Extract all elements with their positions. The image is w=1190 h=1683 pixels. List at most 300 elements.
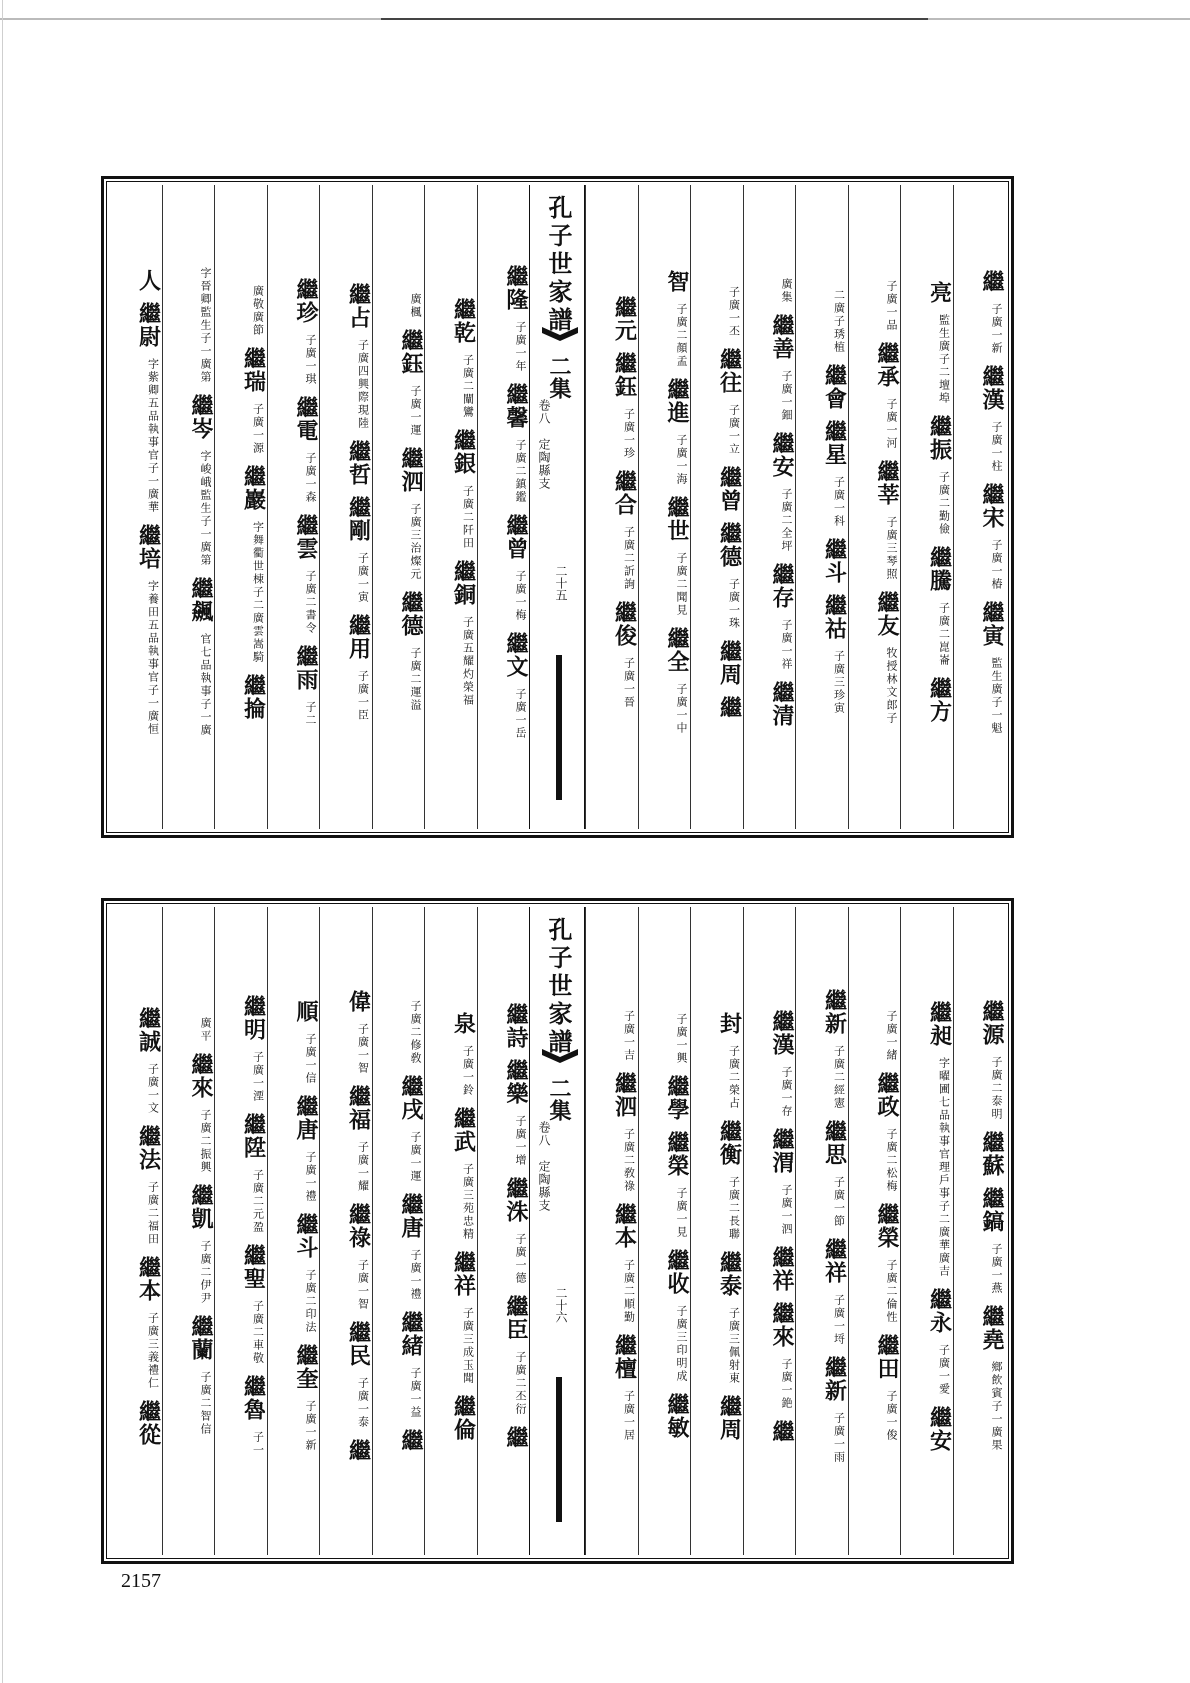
person-name: 繼聖 [240,1244,267,1290]
person-name: 繼陞 [240,1113,267,1159]
person-name: 繼緒 [398,1311,424,1357]
person-name: 繼元 [611,295,638,342]
person-name: 繼電 [293,395,319,442]
lineage-note: 子廣二訢詢 [622,525,636,591]
person-name: 繼蘇 [979,1131,1005,1177]
person-name: 繼 [398,1429,424,1452]
lineage-note: 子廣三琴照 [885,515,898,581]
lineage-note: 子廣二車敬 [251,1300,265,1365]
column-text [796,289,848,725]
person-name: 繼凱 [188,1183,214,1230]
person-name: 繼尉 [135,301,162,348]
person-name: 繼 [345,1439,372,1462]
person-name: 繼騰 [926,546,953,592]
person-name: 繼斗 [821,538,848,584]
lineage-note: 子廣三治燦元 [409,502,422,581]
person-name: 繼民 [345,1321,372,1367]
column-text [215,285,267,730]
person-name: 繼敏 [664,1393,690,1439]
person-name: 繼政 [874,1072,900,1118]
person-name: 繼倫 [450,1394,477,1441]
lineage-note: 子廣一運 [409,1131,422,1183]
column-text [373,293,425,722]
person-name: 繼瑞 [240,346,267,393]
lineage-note: 子廣一雨 [832,1411,846,1464]
person-name: 繼文 [503,631,529,678]
lineage-note: 子廣一丕 [727,285,741,338]
lineage-note: 子廣二闡鸞 [461,353,475,419]
person-name: 繼本 [135,1255,162,1302]
column-text [954,270,1006,745]
lineage-note: 子廣一年 [514,320,527,373]
genealogy-column [743,907,796,1555]
person-name: 繼本 [611,1203,638,1249]
person-name: 繼思 [821,1119,848,1166]
lineage-note: 子廣一泰 [356,1377,370,1429]
lineage-note: 廣集 [780,277,793,304]
person-name: 繼曾 [503,513,529,560]
lineage-note: 子廣一岳 [514,687,527,740]
person-name: 繼田 [874,1334,900,1380]
genealogy-column [477,907,530,1555]
person-name: 繼堯 [979,1305,1005,1351]
genealogy-column [372,185,425,829]
lineage-note: 子廣三成玉聞 [461,1306,475,1385]
person-name: 繼蘭 [188,1314,214,1361]
person-name: 繼榮 [874,1203,900,1249]
lineage-note: 二廣子琇植 [832,289,846,354]
lineage-note: 子廣一立 [727,403,741,456]
person-name: 繼俊 [611,600,638,647]
lineage-note: 子廣一燕 [990,1243,1003,1295]
lineage-note: 字曜圃七品執事官理戶事子二廣華廣吉 [937,1056,951,1278]
lineage-note: 子廣二印法 [304,1269,317,1334]
lineage-note: 子廣一鈴 [461,1044,475,1097]
person-name: 繼清 [769,680,795,727]
column-text [478,265,530,750]
person-name: 智 [664,269,690,293]
lineage-note: 字舞衢世棟子二廣雲嵩騎 [251,520,265,664]
lineage-note: 子廣一緒 [885,1010,898,1062]
lineage-note: 子廣二勤儉 [937,471,951,536]
genealogy-panel-bottom [101,898,1014,1564]
person-name: 繼隆 [503,264,529,311]
genealogy-column [214,907,267,1555]
lineage-note: 子廣一湮 [251,1051,265,1103]
column-text [110,269,162,746]
person-name: 繼洙 [503,1177,529,1223]
lineage-note: 子廣一河 [885,397,898,450]
lineage-note: 監生廣子一魁 [990,656,1003,735]
lineage-note: 子廣一愛 [937,1343,951,1396]
lineage-note: 子廣一祥 [780,618,793,671]
genealogy-column [319,185,372,829]
lineage-note: 子廣三苑忠精 [461,1162,475,1241]
lineage-note: 子廣二崑崙 [937,602,951,667]
column-text [215,995,267,1467]
panel-columns [110,907,1005,1555]
genealogy-column [214,185,267,829]
collection-label: 二集 [546,355,572,399]
genealogy-column [110,907,162,1555]
lineage-note: 子廣一新 [990,302,1003,355]
column-text [110,1007,162,1456]
person-name: 繼哲 [345,439,372,486]
spine-bar [556,1377,562,1522]
person-name: 繼渭 [769,1127,795,1174]
person-name: 繼從 [135,1399,162,1446]
column-text [639,270,691,745]
column-text [954,1000,1006,1462]
genealogy-column [795,907,848,1555]
lineage-note: 子廣一吉 [622,1010,636,1062]
book-title: 孔子世家譜 [544,917,573,1057]
genealogy-column [267,907,320,1555]
genealogy-column [319,907,372,1555]
lineage-note: 子廣一中 [675,682,688,735]
spine-bar [556,655,562,800]
person-name: 繼雨 [293,644,319,691]
person-name: 亮 [926,281,953,304]
lineage-note: 子廣二鎮鑑 [514,438,527,504]
lineage-note: 子廣一海 [675,433,688,486]
person-name: 繼珍 [293,277,319,324]
lineage-note: 子廣一珠 [727,577,741,630]
genealogy-column [267,185,320,829]
lineage-note: 子廣二敎祿 [622,1128,636,1193]
lineage-note: 子廣一興 [675,1013,688,1065]
lineage-note: 子廣一智 [356,1023,370,1075]
lineage-note: 子廣二全坪 [780,487,793,553]
lineage-note: 子廣五耀灼榮福 [461,615,475,707]
lineage-note: 廣平 [199,1016,212,1043]
person-name: 繼祥 [450,1250,477,1297]
person-name: 繼承 [874,341,900,388]
person-name: 繼銀 [450,428,477,475]
person-name: 繼來 [769,1301,795,1348]
person-name: 繼泗 [611,1072,638,1118]
lineage-note: 字峻峨監生子一廣第 [199,450,212,567]
person-name: 繼宋 [979,482,1005,529]
lineage-note: 子廣二丕衍 [514,1351,527,1416]
column-text [586,296,638,719]
lineage-note: 子廣一柱 [990,420,1003,473]
column-text [586,1010,638,1452]
lineage-note: 子廣二元盈 [251,1169,265,1234]
person-name: 繼巖 [240,464,267,511]
lineage-note: 子廣二書令 [304,569,317,635]
person-name: 繼來 [188,1052,214,1099]
person-name: 繼曾 [716,465,743,512]
lineage-note: 子廣一運 [409,384,422,437]
genealogy-column [848,185,901,829]
lineage-note: 廣敬廣節 [251,284,265,337]
lineage-note: 子廣一文 [146,1062,160,1115]
person-name: 繼收 [664,1249,690,1295]
person-name: 繼檀 [611,1334,638,1380]
lineage-note: 子廣一珍 [622,407,636,460]
lineage-note: 子一 [251,1431,265,1457]
person-name: 繼新 [821,1355,848,1402]
person-name: 繼祜 [821,594,848,640]
genealogy-column [743,185,796,829]
column-text [373,1000,425,1462]
person-name: 繼存 [769,562,795,609]
person-name: 繼祥 [769,1245,795,1292]
lineage-note: 子廣三珍寅 [832,650,846,715]
genealogy-column [900,907,953,1555]
lineage-note: 子廣一居 [622,1390,636,1442]
person-name: 繼奎 [293,1344,319,1390]
person-name: 繼鎬 [979,1187,1005,1233]
person-name: 人 [135,268,162,292]
lineage-note: 子廣一俊 [885,1390,898,1442]
lineage-note: 子廣一信 [304,1033,317,1085]
person-name: 繼泗 [398,446,424,493]
person-name: 繼學 [664,1075,690,1121]
lineage-note: 子廣一智 [356,1259,370,1311]
person-name: 繼周 [716,639,743,686]
volume-label: 卷八 定陶縣支 [537,1121,551,1212]
person-name: 繼德 [716,521,743,568]
lineage-note: 子廣一禮 [304,1151,317,1203]
genealogy-column [477,185,530,829]
person-name: 繼新 [821,988,848,1035]
page-left-rule [2,0,3,1683]
genealogy-column [372,907,425,1555]
person-name: 繼安 [769,431,795,478]
lineage-note: 子廣四興際現陸 [356,338,370,430]
genealogy-column [585,185,638,829]
genealogy-column [690,185,743,829]
person-name: 繼泰 [716,1250,743,1297]
person-name: 繼 [769,1419,795,1443]
book-title: 孔子世家譜 [544,195,573,335]
lineage-note: 官七品執事子一廣 [199,633,212,737]
person-name: 繼往 [716,347,743,394]
person-name: 繼唐 [293,1095,319,1141]
genealogy-column [638,185,691,829]
column-text [268,1000,320,1462]
lineage-note: 子廣一晉 [622,656,636,709]
person-name: 繼鈺 [611,351,638,398]
person-name: 繼鈺 [398,328,424,375]
person-name: 繼源 [979,1000,1005,1046]
person-name: 順 [293,1000,319,1023]
genealogy-column [953,185,1006,829]
lineage-note: 子廣一森 [304,451,317,504]
lineage-note: 子廣二阡田 [461,484,475,550]
person-name: 繼星 [821,420,848,466]
lineage-note: 子廣一椿 [990,538,1003,591]
person-name: 繼德 [398,590,424,637]
person-name: 繼安 [926,1405,953,1452]
lineage-note: 子廣二福田 [146,1180,160,1246]
person-name: 繼飆 [188,577,214,623]
center-spine [529,185,585,829]
person-name: 繼會 [821,364,848,410]
person-name: 繼馨 [503,382,529,429]
person-name: 偉 [345,990,372,1013]
folio-number: 二十六 [554,1287,568,1323]
column-text [691,1012,743,1451]
lineage-note: 子廣二修敎 [409,1000,422,1065]
lineage-note: 監生廣子二壇埠 [937,314,951,405]
person-name: 繼戌 [398,1075,424,1121]
person-name: 繼振 [926,415,953,461]
person-name: 繼 [716,695,743,719]
lineage-note: 子廣三義禮仁 [146,1311,160,1390]
lineage-note: 子廣一寅 [356,551,370,604]
person-name: 繼榮 [664,1131,690,1177]
person-name: 封 [716,1011,743,1035]
lineage-note: 子廣一科 [832,476,846,528]
person-name: 繼寅 [979,600,1005,647]
lineage-note: 子廣一泗 [780,1183,793,1236]
lineage-note: 子廣二泰明 [990,1056,1003,1121]
person-name: 繼剛 [345,495,372,542]
lineage-note: 子廣二伊尹 [199,1239,212,1305]
lineage-note: 子廣一源 [251,402,265,455]
lineage-note: 子廣一琪 [304,333,317,386]
person-name: 繼乾 [450,297,477,344]
lineage-note: 子廣一耀 [356,1141,370,1193]
person-name: 繼祿 [345,1203,372,1249]
person-name: 繼武 [450,1106,477,1153]
person-name: 繼方 [926,677,953,723]
person-name: 繼 [979,269,1005,293]
person-name: 繼善 [769,313,795,360]
lineage-note: 子廣二顏孟 [675,302,688,368]
page-number: 2157 [121,1570,161,1592]
person-name: 繼世 [664,495,690,542]
lineage-note: 子廣二長聯 [727,1175,741,1241]
lineage-note: 子廣三佩射東 [727,1306,741,1385]
person-name: 繼用 [345,613,372,660]
lineage-note: 子廣一梅 [514,569,527,622]
person-name: 繼周 [716,1394,743,1441]
genealogy-panel-top [101,176,1014,838]
genealogy-column [795,185,848,829]
fish-tail-mark-icon [542,1049,578,1063]
genealogy-column [424,185,477,829]
column-text [691,286,743,729]
lineage-note: 子二 [304,700,317,727]
lineage-note: 子廣一增 [514,1115,527,1167]
column-text [901,1001,953,1462]
person-name: 繼魯 [240,1375,267,1421]
volume-label: 卷八 定陶縣支 [537,399,551,490]
lineage-note: 子廣二智信 [199,1370,212,1436]
person-name: 繼福 [345,1085,372,1131]
person-name: 繼臣 [503,1295,529,1341]
person-name: 繼昶 [926,1000,953,1047]
lineage-note: 子廣一節 [832,1175,846,1228]
person-name: 繼明 [240,995,267,1041]
column-text [744,1010,796,1453]
column-text [163,1017,215,1446]
person-name: 繼詩 [503,1003,529,1049]
lineage-note: 子廣二榮占 [727,1044,741,1110]
genealogy-column [424,907,477,1555]
genealogy-column [848,907,901,1555]
lineage-note: 牧授林文郎子 [885,646,898,725]
lineage-note: 子廣一臣 [356,669,370,722]
genealogy-column [638,907,691,1555]
panel-columns [110,185,1005,829]
person-name: 泉 [450,1011,477,1035]
person-name: 繼莘 [874,459,900,506]
column-text [744,278,796,737]
lineage-note: 子廣二振興 [199,1108,212,1174]
center-spine [529,907,585,1555]
column-text [849,1010,901,1452]
person-name: 繼漢 [979,364,1005,411]
column-text [268,278,320,737]
collection-label: 二集 [546,1077,572,1121]
lineage-note: 字紫卿五品執事官子一廣華 [146,357,160,514]
person-name: 繼誠 [135,1006,162,1053]
person-name: 繼岑 [188,394,214,440]
person-name: 繼樂 [503,1059,529,1105]
person-name: 繼斗 [293,1213,319,1259]
lineage-note: 鄉飲賓子一廣果 [990,1361,1003,1452]
lineage-note: 子廣二聞見 [675,551,688,617]
lineage-note: 子廣一鈿 [780,369,793,422]
column-text [639,1013,691,1449]
lineage-note: 子廣一禮 [409,1249,422,1301]
lineage-note: 子廣二松梅 [885,1128,898,1193]
lineage-note: 子廣一存 [780,1065,793,1118]
lineage-note: 子廣一德 [514,1233,527,1285]
column-text [320,990,372,1472]
person-name: 繼培 [135,523,162,570]
lineage-note: 子廣二順勤 [622,1259,636,1324]
folio-number: 二十五 [554,565,568,601]
column-text [478,1003,530,1459]
scan-edge-line [0,18,1190,20]
person-name: 繼雲 [293,513,319,560]
lineage-note: 子廣二經憲 [832,1044,846,1110]
column-text [320,283,372,732]
person-name: 繼占 [345,282,372,329]
genealogy-column [162,185,215,829]
person-name: 繼衡 [716,1119,743,1166]
person-name: 繼永 [926,1287,953,1334]
lineage-note: 子廣一品 [885,279,898,332]
person-name: 繼法 [135,1124,162,1171]
fish-tail-mark-icon [542,327,578,341]
lineage-note: 子廣一新 [304,1400,317,1452]
column-text [425,1012,477,1451]
genealogy-column [690,907,743,1555]
genealogy-column [900,185,953,829]
lineage-note: 子廣二運溢 [409,646,422,712]
column-text [901,281,953,733]
column-text [849,280,901,735]
lineage-note: 子廣一益 [409,1367,422,1419]
genealogy-column [585,907,638,1555]
genealogy-column [162,907,215,1555]
person-name: 繼友 [874,590,900,637]
lineage-note: 子廣一銫 [780,1357,793,1410]
person-name: 繼銅 [450,559,477,606]
lineage-note: 字養田五品執事官子一廣恒 [146,579,160,736]
person-name: 繼漢 [769,1009,795,1056]
column-text [163,267,215,747]
column-text [425,298,477,717]
person-name: 繼 [503,1426,529,1449]
